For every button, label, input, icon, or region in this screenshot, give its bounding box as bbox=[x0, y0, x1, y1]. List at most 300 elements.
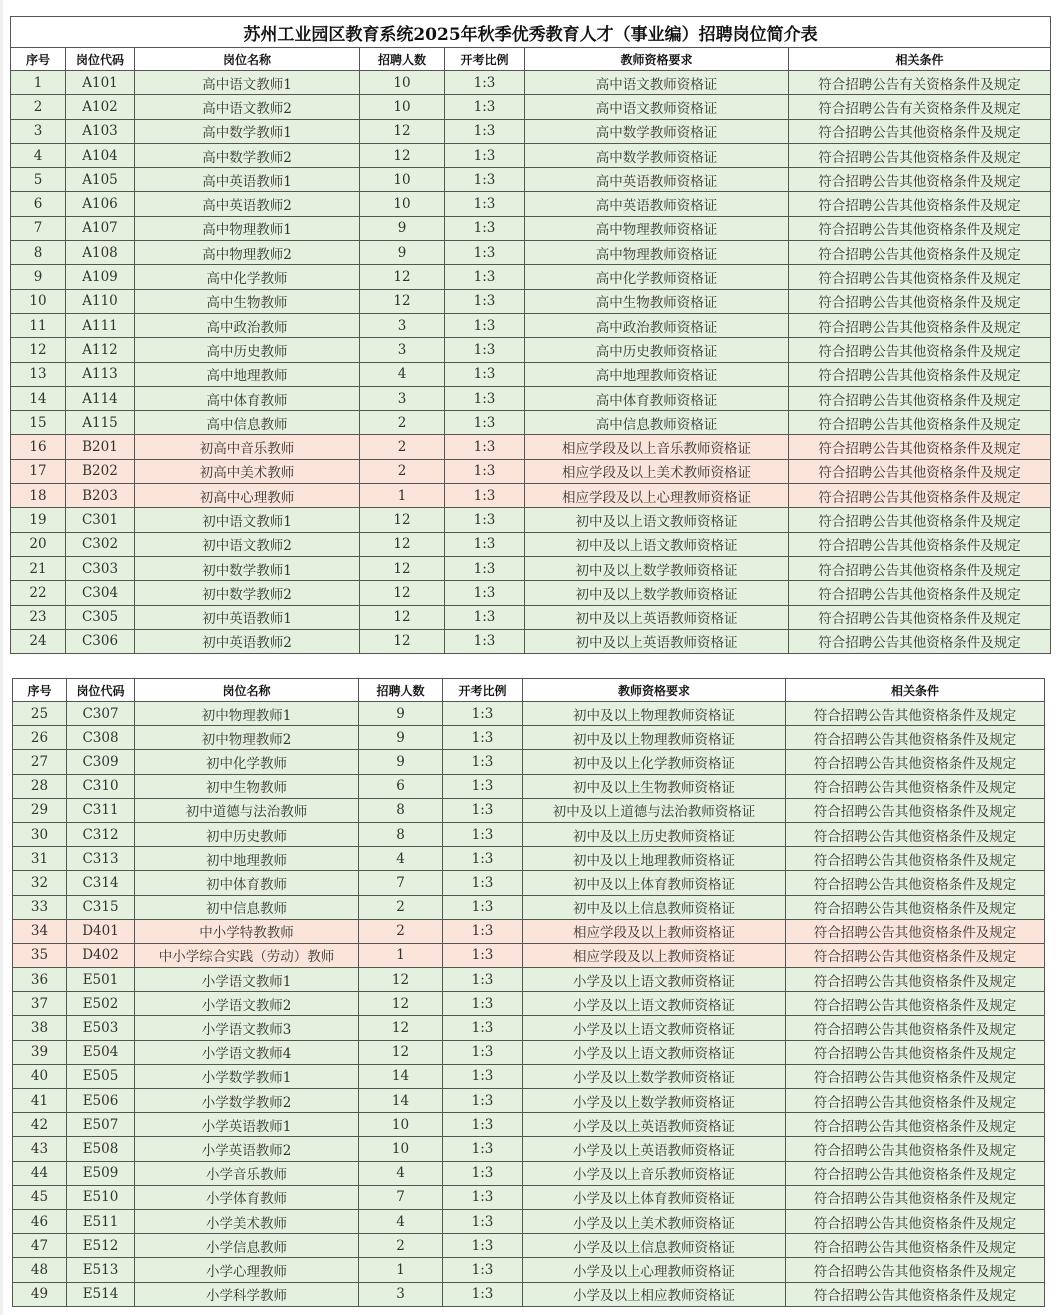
table-row bbox=[13, 1258, 1045, 1282]
table-row bbox=[11, 289, 1051, 313]
header-conditions: 相关条件 bbox=[786, 679, 1045, 702]
cell-ratio: 1:3 bbox=[445, 386, 525, 410]
cell-ratio: 1:3 bbox=[443, 750, 523, 774]
header-count: 招聘人数 bbox=[359, 679, 443, 702]
table-row bbox=[13, 1282, 1045, 1306]
cell-count: 2 bbox=[360, 435, 445, 459]
cell-code: A110 bbox=[66, 289, 135, 313]
cell-count: 4 bbox=[359, 1209, 443, 1233]
cell-name: 高中语文教师1 bbox=[135, 71, 360, 95]
cell-name: 小学英语教师1 bbox=[135, 1113, 359, 1137]
cell-name: 小学美术教师 bbox=[135, 1209, 359, 1233]
table-row bbox=[11, 313, 1051, 337]
cell-code: C315 bbox=[67, 895, 135, 919]
cell-no: 32 bbox=[13, 871, 67, 895]
cell-count: 1 bbox=[360, 484, 445, 508]
cell-code: A113 bbox=[66, 362, 135, 386]
cell-ratio: 1:3 bbox=[445, 119, 525, 143]
cell-conditions: 符合招聘公告其他资格条件及规定 bbox=[786, 1234, 1045, 1258]
cell-qualification: 小学及以上数学教师资格证 bbox=[523, 1089, 786, 1113]
cell-count: 12 bbox=[360, 289, 445, 313]
cell-code: E503 bbox=[67, 1016, 135, 1040]
cell-qualification: 小学及以上美术教师资格证 bbox=[523, 1209, 786, 1233]
cell-name: 初中英语教师2 bbox=[135, 629, 360, 653]
cell-qualification: 相应学段及以上教师资格证 bbox=[523, 943, 786, 967]
cell-no: 23 bbox=[11, 605, 66, 629]
cell-ratio: 1:3 bbox=[443, 968, 523, 992]
cell-no: 22 bbox=[11, 581, 66, 605]
cell-code: E509 bbox=[67, 1161, 135, 1185]
cell-qualification: 初中及以上化学教师资格证 bbox=[523, 750, 786, 774]
cell-conditions: 符合招聘公告其他资格条件及规定 bbox=[789, 411, 1051, 435]
table-row bbox=[13, 871, 1045, 895]
header-no: 序号 bbox=[13, 679, 67, 702]
cell-conditions: 符合招聘公告其他资格条件及规定 bbox=[789, 168, 1051, 192]
cell-conditions: 符合招聘公告其他资格条件及规定 bbox=[786, 702, 1045, 726]
cell-code: A112 bbox=[66, 338, 135, 362]
cell-no: 16 bbox=[11, 435, 66, 459]
cell-ratio: 1:3 bbox=[443, 1258, 523, 1282]
cell-no: 15 bbox=[11, 411, 66, 435]
cell-count: 3 bbox=[359, 1282, 443, 1306]
cell-count: 12 bbox=[359, 1040, 443, 1064]
cell-no: 42 bbox=[13, 1113, 67, 1137]
cell-count: 10 bbox=[360, 192, 445, 216]
cell-conditions: 符合招聘公告其他资格条件及规定 bbox=[786, 750, 1045, 774]
cell-code: C307 bbox=[67, 702, 135, 726]
cell-qualification: 初中及以上道德与法治教师资格证 bbox=[523, 798, 786, 822]
cell-conditions: 符合招聘公告其他资格条件及规定 bbox=[786, 1258, 1045, 1282]
cell-count: 4 bbox=[359, 847, 443, 871]
cell-name: 中小学特教教师 bbox=[135, 919, 359, 943]
cell-conditions: 符合招聘公告其他资格条件及规定 bbox=[789, 119, 1051, 143]
cell-code: B202 bbox=[66, 459, 135, 483]
cell-conditions: 符合招聘公告其他资格条件及规定 bbox=[789, 532, 1051, 556]
cell-no: 21 bbox=[11, 556, 66, 580]
cell-code: A109 bbox=[66, 265, 135, 289]
cell-name: 初中物理教师2 bbox=[135, 726, 359, 750]
cell-count: 10 bbox=[360, 95, 445, 119]
cell-code: A103 bbox=[66, 119, 135, 143]
cell-no: 48 bbox=[13, 1258, 67, 1282]
cell-code: C308 bbox=[67, 726, 135, 750]
cell-conditions: 符合招聘公告其他资格条件及规定 bbox=[789, 459, 1051, 483]
cell-qualification: 高中数学教师资格证 bbox=[525, 119, 789, 143]
cell-conditions: 符合招聘公告其他资格条件及规定 bbox=[789, 605, 1051, 629]
cell-conditions: 符合招聘公告其他资格条件及规定 bbox=[786, 895, 1045, 919]
table-row bbox=[11, 95, 1051, 119]
cell-conditions: 符合招聘公告其他资格条件及规定 bbox=[789, 143, 1051, 167]
cell-ratio: 1:3 bbox=[443, 919, 523, 943]
cell-qualification: 小学及以上相应教师资格证 bbox=[523, 1282, 786, 1306]
cell-no: 31 bbox=[13, 847, 67, 871]
cell-ratio: 1:3 bbox=[445, 216, 525, 240]
cell-code: E514 bbox=[67, 1282, 135, 1306]
cell-count: 2 bbox=[359, 895, 443, 919]
cell-ratio: 1:3 bbox=[443, 822, 523, 846]
cell-count: 2 bbox=[359, 1234, 443, 1258]
cell-qualification: 初中及以上语文教师资格证 bbox=[525, 532, 789, 556]
cell-qualification: 小学及以上信息教师资格证 bbox=[523, 1234, 786, 1258]
cell-ratio: 1:3 bbox=[445, 362, 525, 386]
cell-conditions: 符合招聘公告其他资格条件及规定 bbox=[789, 192, 1051, 216]
cell-no: 44 bbox=[13, 1161, 67, 1185]
table-row bbox=[11, 216, 1051, 240]
cell-count: 3 bbox=[360, 338, 445, 362]
cell-count: 12 bbox=[360, 629, 445, 653]
cell-code: E501 bbox=[67, 968, 135, 992]
table-row bbox=[13, 992, 1045, 1016]
cell-name: 初中语文教师1 bbox=[135, 508, 360, 532]
cell-ratio: 1:3 bbox=[445, 484, 525, 508]
table-row bbox=[13, 1185, 1045, 1209]
cell-code: A107 bbox=[66, 216, 135, 240]
cell-name: 小学数学教师2 bbox=[135, 1089, 359, 1113]
table-header-row bbox=[11, 48, 1051, 71]
cell-no: 33 bbox=[13, 895, 67, 919]
cell-code: A111 bbox=[66, 313, 135, 337]
table-row bbox=[11, 435, 1051, 459]
cell-code: A102 bbox=[66, 95, 135, 119]
cell-ratio: 1:3 bbox=[443, 798, 523, 822]
cell-code: C305 bbox=[66, 605, 135, 629]
cell-count: 4 bbox=[360, 362, 445, 386]
cell-ratio: 1:3 bbox=[445, 71, 525, 95]
cell-name: 小学语文教师3 bbox=[135, 1016, 359, 1040]
cell-no: 17 bbox=[11, 459, 66, 483]
cell-code: E502 bbox=[67, 992, 135, 1016]
cell-no: 39 bbox=[13, 1040, 67, 1064]
table-row bbox=[11, 556, 1051, 580]
header-ratio: 开考比例 bbox=[445, 48, 525, 71]
cell-no: 37 bbox=[13, 992, 67, 1016]
cell-count: 12 bbox=[360, 605, 445, 629]
cell-qualification: 初中及以上数学教师资格证 bbox=[525, 581, 789, 605]
cell-name: 小学科学教师 bbox=[135, 1282, 359, 1306]
cell-no: 14 bbox=[11, 386, 66, 410]
cell-code: E507 bbox=[67, 1113, 135, 1137]
cell-no: 9 bbox=[11, 265, 66, 289]
header-name: 岗位名称 bbox=[135, 679, 359, 702]
cell-qualification: 初中及以上数学教师资格证 bbox=[525, 556, 789, 580]
cell-qualification: 初中及以上地理教师资格证 bbox=[523, 847, 786, 871]
table-row bbox=[11, 143, 1051, 167]
cell-name: 初中信息教师 bbox=[135, 895, 359, 919]
cell-count: 12 bbox=[360, 556, 445, 580]
cell-no: 28 bbox=[13, 774, 67, 798]
cell-ratio: 1:3 bbox=[443, 1016, 523, 1040]
cell-count: 12 bbox=[360, 119, 445, 143]
cell-no: 46 bbox=[13, 1209, 67, 1233]
cell-name: 初中化学教师 bbox=[135, 750, 359, 774]
cell-no: 6 bbox=[11, 192, 66, 216]
cell-name: 小学语文教师1 bbox=[135, 968, 359, 992]
cell-conditions: 符合招聘公告其他资格条件及规定 bbox=[789, 241, 1051, 265]
table-row bbox=[13, 1113, 1045, 1137]
cell-qualification: 高中历史教师资格证 bbox=[525, 338, 789, 362]
cell-ratio: 1:3 bbox=[443, 1234, 523, 1258]
cell-qualification: 高中语文教师资格证 bbox=[525, 71, 789, 95]
cell-name: 高中政治教师 bbox=[135, 313, 360, 337]
header-code: 岗位代码 bbox=[67, 679, 135, 702]
cell-conditions: 符合招聘公告其他资格条件及规定 bbox=[786, 1040, 1045, 1064]
table-header-row bbox=[13, 679, 1045, 702]
cell-name: 初高中心理教师 bbox=[135, 484, 360, 508]
cell-qualification: 小学及以上心理教师资格证 bbox=[523, 1258, 786, 1282]
cell-conditions: 符合招聘公告其他资格条件及规定 bbox=[786, 1089, 1045, 1113]
cell-code: C310 bbox=[67, 774, 135, 798]
cell-count: 1 bbox=[359, 943, 443, 967]
cell-name: 初高中音乐教师 bbox=[135, 435, 360, 459]
cell-name: 中小学综合实践（劳动）教师 bbox=[135, 943, 359, 967]
table-row bbox=[13, 798, 1045, 822]
cell-no: 11 bbox=[11, 313, 66, 337]
header-conditions: 相关条件 bbox=[789, 48, 1051, 71]
cell-ratio: 1:3 bbox=[443, 1113, 523, 1137]
cell-name: 小学语文教师2 bbox=[135, 992, 359, 1016]
cell-code: C312 bbox=[67, 822, 135, 846]
cell-code: A105 bbox=[66, 168, 135, 192]
cell-qualification: 初中及以上体育教师资格证 bbox=[523, 871, 786, 895]
cell-conditions: 符合招聘公告其他资格条件及规定 bbox=[789, 484, 1051, 508]
cell-count: 4 bbox=[359, 1161, 443, 1185]
cell-ratio: 1:3 bbox=[445, 265, 525, 289]
cell-qualification: 初中及以上英语教师资格证 bbox=[525, 629, 789, 653]
cell-name: 高中信息教师 bbox=[135, 411, 360, 435]
cell-count: 14 bbox=[359, 1089, 443, 1113]
cell-name: 小学信息教师 bbox=[135, 1234, 359, 1258]
cell-qualification: 小学及以上英语教师资格证 bbox=[523, 1137, 786, 1161]
table-row bbox=[11, 605, 1051, 629]
table-row bbox=[13, 1040, 1045, 1064]
cell-name: 小学音乐教师 bbox=[135, 1161, 359, 1185]
table-row bbox=[11, 362, 1051, 386]
cell-no: 29 bbox=[13, 798, 67, 822]
cell-no: 24 bbox=[11, 629, 66, 653]
cell-code: B201 bbox=[66, 435, 135, 459]
cell-ratio: 1:3 bbox=[445, 629, 525, 653]
cell-ratio: 1:3 bbox=[445, 508, 525, 532]
cell-code: E510 bbox=[67, 1185, 135, 1209]
cell-qualification: 高中物理教师资格证 bbox=[525, 241, 789, 265]
table-row bbox=[11, 581, 1051, 605]
table-row bbox=[13, 774, 1045, 798]
cell-name: 高中地理教师 bbox=[135, 362, 360, 386]
cell-qualification: 相应学段及以上音乐教师资格证 bbox=[525, 435, 789, 459]
table-row bbox=[13, 943, 1045, 967]
cell-no: 5 bbox=[11, 168, 66, 192]
cell-count: 7 bbox=[359, 1185, 443, 1209]
cell-code: E513 bbox=[67, 1258, 135, 1282]
cell-conditions: 符合招聘公告其他资格条件及规定 bbox=[786, 774, 1045, 798]
cell-qualification: 小学及以上语文教师资格证 bbox=[523, 1040, 786, 1064]
cell-qualification: 小学及以上音乐教师资格证 bbox=[523, 1161, 786, 1185]
cell-count: 12 bbox=[360, 532, 445, 556]
cell-conditions: 符合招聘公告其他资格条件及规定 bbox=[789, 386, 1051, 410]
cell-ratio: 1:3 bbox=[445, 168, 525, 192]
cell-conditions: 符合招聘公告其他资格条件及规定 bbox=[786, 1282, 1045, 1306]
table-row bbox=[13, 702, 1045, 726]
header-code: 岗位代码 bbox=[66, 48, 135, 71]
cell-qualification: 相应学段及以上教师资格证 bbox=[523, 919, 786, 943]
table-row bbox=[13, 1161, 1045, 1185]
cell-code: D401 bbox=[67, 919, 135, 943]
cell-count: 9 bbox=[360, 216, 445, 240]
cell-no: 12 bbox=[11, 338, 66, 362]
cell-ratio: 1:3 bbox=[443, 943, 523, 967]
cell-count: 12 bbox=[360, 265, 445, 289]
cell-qualification: 高中数学教师资格证 bbox=[525, 143, 789, 167]
page-title: 苏州工业园区教育系统2025年秋季优秀教育人才（事业编）招聘岗位简介表 bbox=[11, 17, 1051, 48]
cell-ratio: 1:3 bbox=[445, 313, 525, 337]
cell-count: 10 bbox=[360, 71, 445, 95]
cell-count: 9 bbox=[359, 726, 443, 750]
cell-conditions: 符合招聘公告其他资格条件及规定 bbox=[789, 338, 1051, 362]
cell-no: 10 bbox=[11, 289, 66, 313]
job-table-2 bbox=[12, 678, 1045, 1307]
cell-name: 小学数学教师1 bbox=[135, 1064, 359, 1088]
header-name: 岗位名称 bbox=[135, 48, 360, 71]
cell-code: A114 bbox=[66, 386, 135, 410]
table-row bbox=[13, 1016, 1045, 1040]
cell-name: 高中体育教师 bbox=[135, 386, 360, 410]
cell-count: 3 bbox=[360, 386, 445, 410]
cell-ratio: 1:3 bbox=[445, 556, 525, 580]
header-ratio: 开考比例 bbox=[443, 679, 523, 702]
cell-name: 小学语文教师4 bbox=[135, 1040, 359, 1064]
cell-qualification: 高中生物教师资格证 bbox=[525, 289, 789, 313]
cell-conditions: 符合招聘公告其他资格条件及规定 bbox=[789, 629, 1051, 653]
cell-ratio: 1:3 bbox=[445, 241, 525, 265]
cell-conditions: 符合招聘公告其他资格条件及规定 bbox=[786, 1016, 1045, 1040]
table-row bbox=[11, 629, 1051, 653]
cell-name: 初中数学教师2 bbox=[135, 581, 360, 605]
cell-ratio: 1:3 bbox=[443, 702, 523, 726]
cell-name: 高中生物教师 bbox=[135, 289, 360, 313]
cell-no: 19 bbox=[11, 508, 66, 532]
table-row bbox=[11, 338, 1051, 362]
header-qualification: 教师资格要求 bbox=[525, 48, 789, 71]
cell-ratio: 1:3 bbox=[443, 726, 523, 750]
table-row bbox=[11, 532, 1051, 556]
cell-qualification: 小学及以上语文教师资格证 bbox=[523, 992, 786, 1016]
cell-count: 12 bbox=[359, 968, 443, 992]
cell-qualification: 小学及以上英语教师资格证 bbox=[523, 1113, 786, 1137]
cell-code: A104 bbox=[66, 143, 135, 167]
cell-name: 初中英语教师1 bbox=[135, 605, 360, 629]
cell-conditions: 符合招聘公告其他资格条件及规定 bbox=[789, 362, 1051, 386]
cell-no: 2 bbox=[11, 95, 66, 119]
cell-qualification: 初中及以上物理教师资格证 bbox=[523, 726, 786, 750]
cell-qualification: 小学及以上数学教师资格证 bbox=[523, 1064, 786, 1088]
cell-code: A108 bbox=[66, 241, 135, 265]
cell-qualification: 初中及以上语文教师资格证 bbox=[525, 508, 789, 532]
cell-no: 27 bbox=[13, 750, 67, 774]
table-row bbox=[13, 1064, 1045, 1088]
cell-name: 高中物理教师2 bbox=[135, 241, 360, 265]
table-row bbox=[11, 484, 1051, 508]
table-row bbox=[11, 119, 1051, 143]
cell-count: 2 bbox=[360, 459, 445, 483]
cell-no: 8 bbox=[11, 241, 66, 265]
cell-count: 12 bbox=[360, 581, 445, 605]
cell-qualification: 高中英语教师资格证 bbox=[525, 192, 789, 216]
cell-ratio: 1:3 bbox=[445, 435, 525, 459]
table-body-2 bbox=[13, 702, 1045, 1307]
cell-name: 小学英语教师2 bbox=[135, 1137, 359, 1161]
job-table-1 bbox=[10, 16, 1051, 654]
table-row bbox=[11, 71, 1051, 95]
cell-qualification: 高中语文教师资格证 bbox=[525, 95, 789, 119]
cell-conditions: 符合招聘公告其他资格条件及规定 bbox=[789, 216, 1051, 240]
cell-qualification: 小学及以上语文教师资格证 bbox=[523, 1016, 786, 1040]
cell-name: 高中数学教师1 bbox=[135, 119, 360, 143]
cell-code: C303 bbox=[66, 556, 135, 580]
cell-code: A106 bbox=[66, 192, 135, 216]
cell-ratio: 1:3 bbox=[443, 847, 523, 871]
cell-name: 高中英语教师1 bbox=[135, 168, 360, 192]
cell-count: 12 bbox=[359, 992, 443, 1016]
cell-qualification: 高中化学教师资格证 bbox=[525, 265, 789, 289]
cell-qualification: 小学及以上体育教师资格证 bbox=[523, 1185, 786, 1209]
cell-code: C313 bbox=[67, 847, 135, 871]
table-row bbox=[13, 1234, 1045, 1258]
cell-conditions: 符合招聘公告有关资格条件及规定 bbox=[789, 71, 1051, 95]
cell-no: 1 bbox=[11, 71, 66, 95]
cell-qualification: 初中及以上生物教师资格证 bbox=[523, 774, 786, 798]
cell-conditions: 符合招聘公告其他资格条件及规定 bbox=[786, 968, 1045, 992]
cell-ratio: 1:3 bbox=[445, 581, 525, 605]
cell-name: 小学心理教师 bbox=[135, 1258, 359, 1282]
cell-conditions: 符合招聘公告其他资格条件及规定 bbox=[786, 1137, 1045, 1161]
table-row bbox=[11, 265, 1051, 289]
cell-count: 10 bbox=[359, 1137, 443, 1161]
cell-no: 30 bbox=[13, 822, 67, 846]
cell-code: C304 bbox=[66, 581, 135, 605]
cell-ratio: 1:3 bbox=[443, 1185, 523, 1209]
cell-qualification: 初中及以上物理教师资格证 bbox=[523, 702, 786, 726]
cell-qualification: 初中及以上英语教师资格证 bbox=[525, 605, 789, 629]
cell-no: 3 bbox=[11, 119, 66, 143]
cell-code: E505 bbox=[67, 1064, 135, 1088]
cell-name: 初中道德与法治教师 bbox=[135, 798, 359, 822]
cell-qualification: 小学及以上语文教师资格证 bbox=[523, 968, 786, 992]
cell-no: 38 bbox=[13, 1016, 67, 1040]
cell-conditions: 符合招聘公告其他资格条件及规定 bbox=[786, 871, 1045, 895]
cell-code: E506 bbox=[67, 1089, 135, 1113]
table-row bbox=[13, 968, 1045, 992]
cell-conditions: 符合招聘公告有关资格条件及规定 bbox=[789, 95, 1051, 119]
cell-ratio: 1:3 bbox=[443, 1137, 523, 1161]
cell-name: 初中历史教师 bbox=[135, 822, 359, 846]
cell-qualification: 相应学段及以上心理教师资格证 bbox=[525, 484, 789, 508]
table-row bbox=[13, 847, 1045, 871]
cell-name: 高中化学教师 bbox=[135, 265, 360, 289]
header-qualification: 教师资格要求 bbox=[523, 679, 786, 702]
cell-count: 8 bbox=[359, 798, 443, 822]
table-row bbox=[11, 168, 1051, 192]
cell-code: E511 bbox=[67, 1209, 135, 1233]
cell-name: 高中历史教师 bbox=[135, 338, 360, 362]
cell-name: 初中物理教师1 bbox=[135, 702, 359, 726]
cell-qualification: 高中地理教师资格证 bbox=[525, 362, 789, 386]
cell-count: 6 bbox=[359, 774, 443, 798]
cell-no: 4 bbox=[11, 143, 66, 167]
cell-conditions: 符合招聘公告其他资格条件及规定 bbox=[786, 847, 1045, 871]
cell-code: C301 bbox=[66, 508, 135, 532]
cell-name: 初中数学教师1 bbox=[135, 556, 360, 580]
cell-code: E512 bbox=[67, 1234, 135, 1258]
